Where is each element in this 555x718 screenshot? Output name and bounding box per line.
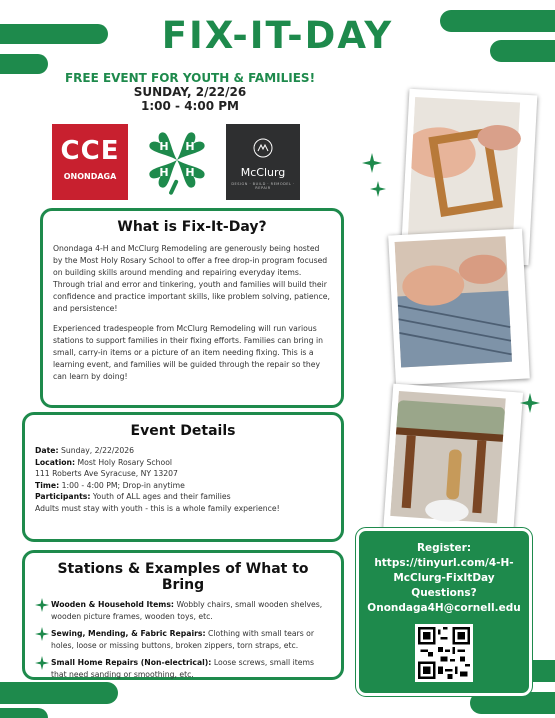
register-link-line-1[interactable]: https://tinyurl.com/4-H-: [374, 557, 514, 569]
what-heading: What is Fix-It-Day?: [117, 219, 267, 235]
sparkle-star-icon: [35, 598, 49, 612]
time-label: Time:: [35, 480, 60, 490]
mcclurg-logo-tagline: DESIGN · BUILD · REMODEL · REPAIR: [231, 182, 295, 190]
event-date-row: [35, 445, 331, 457]
participants-value: Youth of ALL ages and their families: [92, 492, 231, 501]
station-title: Wooden & Household Items:: [51, 600, 174, 609]
event-location-row: [35, 457, 331, 469]
event-participants-row: [35, 491, 331, 503]
station-description: Clothing with small tears or holes, loose or missing buttons, broken zippers, torn straps, etc.: [51, 629, 315, 650]
decor-bar-bottom-left-2: [0, 708, 48, 718]
event-details-section: [22, 412, 344, 542]
clover-icon: [138, 124, 216, 200]
station-title: Sewing, Mending, & Fabric Repairs:: [51, 629, 206, 638]
svg-text:H: H: [185, 140, 195, 153]
what-paragraph-1: Onondaga 4-H and McClurg Remodeling are generously being hosted by the Most Holy Rosary School to offer a free drop-in program focused on building skills around mending and repairing everyday items. Through trial and error and tinkering, youth and families will build their confidence and practice important skills, like problem solving, patience, and persistence!: [53, 244, 330, 313]
participants-label: Participants:: [35, 492, 91, 501]
register-link-line-2[interactable]: McClurg-FixItDay: [393, 572, 495, 584]
date-label: Date:: [35, 446, 59, 455]
cce-logo-text: CCE: [60, 136, 120, 166]
sewing-photo: [388, 229, 530, 386]
station-item: [35, 628, 331, 651]
mcclurg-logo-mark-icon: [253, 138, 273, 158]
cce-onondaga-logo: [52, 124, 128, 200]
qr-code-icon: [415, 624, 473, 682]
stations-section: [22, 550, 344, 680]
event-note: Adults must stay with youth - this is a whole family experience!: [35, 503, 280, 513]
sparkle-star-icon: [35, 656, 49, 670]
svg-text:H: H: [185, 166, 195, 179]
what-paragraph-2: Experienced tradespeople from McClurg Remodeling will run various stations to support families in their fixing efforts. Families can bring in small, carry-in items or a picture of an item needing fixing. This is a learning event, and families will be guided through the repair so they can learn by doing!: [53, 324, 323, 381]
sparkle-star-icon: [362, 152, 382, 174]
station-text: [51, 657, 331, 680]
sparkle-star-icon: [370, 180, 386, 198]
register-box: [356, 528, 532, 696]
date-value: Sunday, 2/22/2026: [61, 446, 135, 455]
station-item: [35, 657, 331, 680]
stations-heading: Stations & Examples of What to Bring: [57, 561, 309, 593]
decor-bar-top-left-2: [0, 54, 48, 74]
location-value: Most Holy Rosary School: [77, 457, 173, 467]
sparkle-star-icon: [35, 627, 49, 641]
svg-text:H: H: [159, 140, 169, 153]
photo-sewing-repair: [388, 229, 530, 386]
register-label: Register:: [416, 542, 472, 554]
event-address: 111 Roberts Ave Syracuse, NY 13207: [35, 469, 178, 478]
what-is-section: [40, 208, 344, 408]
svg-text:H: H: [159, 166, 169, 179]
event-heading: Event Details: [130, 423, 236, 439]
chair-photo: [383, 384, 523, 543]
photo-chair-repair: [383, 384, 523, 543]
station-description: Wobbly chairs, small wooden shelves, wooden picture frames, wooden toys, etc.: [51, 600, 323, 621]
station-description: Loose screws, small items that need sanding or smoothing, etc.: [51, 658, 315, 679]
station-text: [51, 628, 331, 651]
station-text: [51, 599, 331, 622]
time-value: 1:00 - 4:00 PM; Drop-in anytime: [61, 480, 185, 490]
contact-email[interactable]: Onondaga4H@cornell.edu: [367, 602, 521, 614]
cce-logo-subtext: ONONDAGA: [63, 172, 117, 181]
event-time: 1:00 - 4:00 PM: [141, 99, 239, 113]
station-item: [35, 599, 331, 622]
event-date: SUNDAY, 2/22/26: [133, 85, 247, 99]
questions-label: Questions?: [411, 587, 477, 599]
station-title: Small Home Repairs (Non-electrical):: [51, 658, 212, 667]
sparkle-star-icon: [520, 392, 540, 414]
event-tagline: FREE EVENT FOR YOUTH & FAMILIES!: [64, 71, 316, 85]
location-label: Location:: [35, 457, 76, 467]
4h-clover-logo: [138, 124, 216, 200]
decor-bar-bottom-left: [0, 682, 118, 704]
mcclurg-logo-text: McClurg: [240, 166, 286, 179]
event-time-row: [35, 480, 331, 492]
mcclurg-logo: [226, 124, 300, 200]
page-title: FIX-IT-DAY: [161, 14, 394, 57]
